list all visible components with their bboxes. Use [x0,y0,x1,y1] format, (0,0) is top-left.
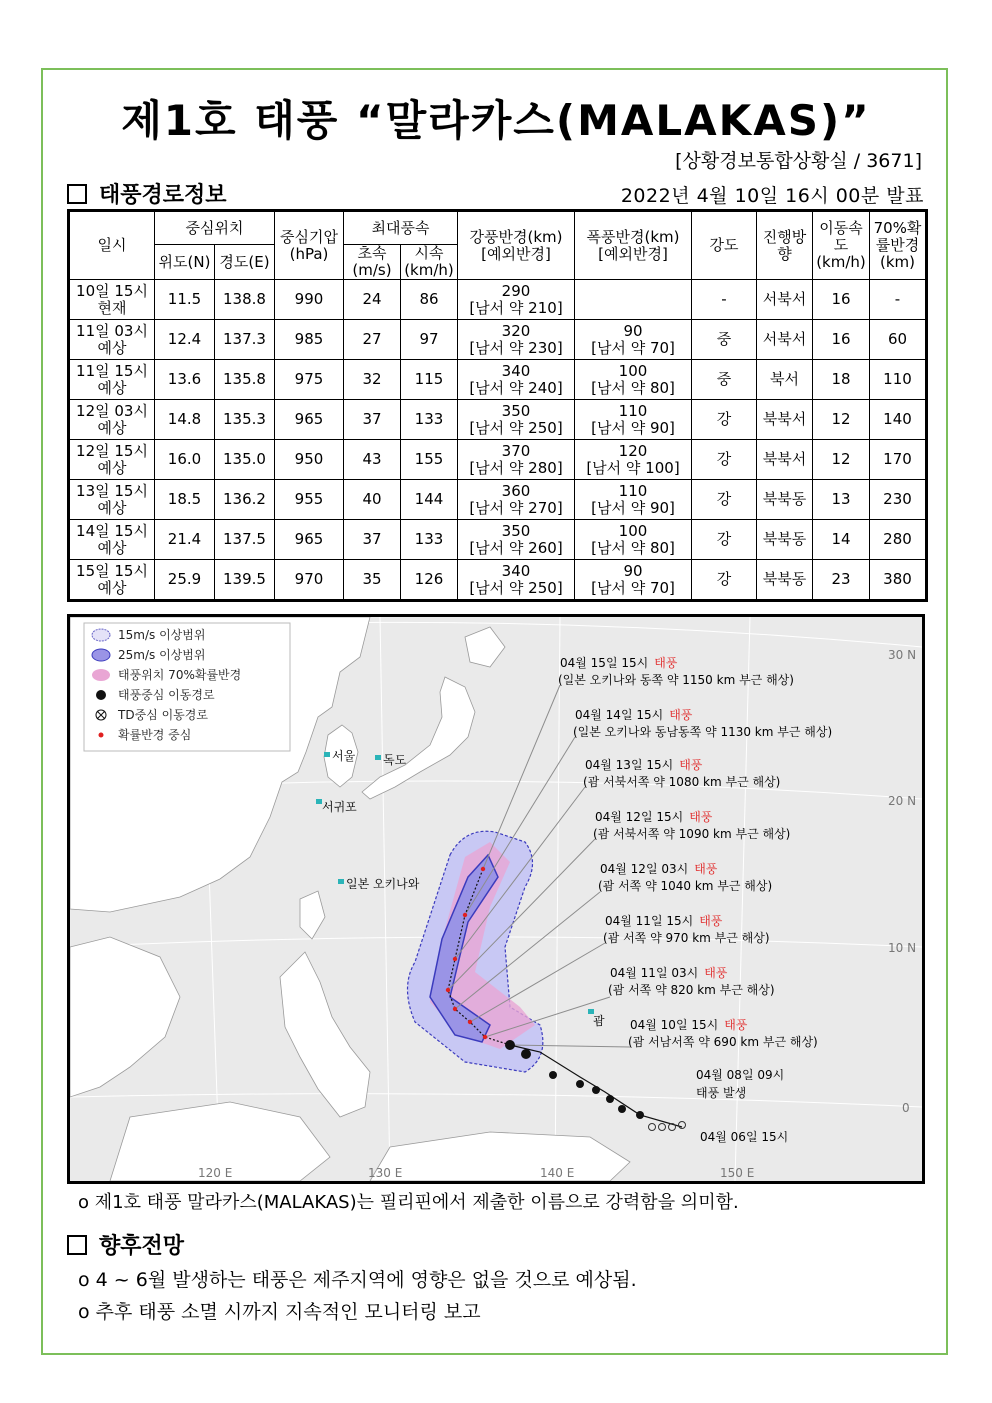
table-cell-spd: 14 [813,520,870,560]
cell-line: 350 [501,521,531,540]
place-jeju: 서귀포 [322,800,357,814]
callout-desc: (일본 오키나와 동쪽 약 1150 km 부근 해상) [558,673,794,687]
cell-line: 예상 [97,378,127,397]
cell-line: 10일 15시 [76,281,148,300]
track-table-body [69,280,927,601]
table-cell-lon: 135.0 [215,440,275,480]
table-cell-p: 985 [275,320,344,360]
typhoon-symbol-icon [576,1080,584,1088]
table-cell-str: 중 [692,320,757,360]
table-cell-kmh: 133 [401,520,458,560]
table-cell-lon: 137.5 [215,520,275,560]
table-cell-s1 [575,280,692,320]
genesis-desc: 태풍 발생 [696,1086,747,1100]
table-cell-prob: - [870,280,927,320]
table-cell-spd: 13 [813,480,870,520]
table-cell-p: 975 [275,360,344,400]
table-cell-t1 [69,360,155,400]
table-cell-g1 [458,560,575,601]
callout-date-text: 04월 11일 15시 [605,914,694,928]
table-cell-s1 [575,440,692,480]
callout-desc: (일본 오키나와 동남동쪽 약 1130 km 부근 해상) [573,725,833,739]
cell-line: 340 [501,361,531,380]
table-cell-ms: 24 [344,280,401,320]
table-cell-lon: 137.3 [215,320,275,360]
callout-desc: (괌 서쪽 약 820 km 부근 해상) [608,983,775,997]
table-cell-s1 [575,360,692,400]
table-cell-s1 [575,560,692,601]
header-prob-radius: 70%확률반경(km) [870,211,927,280]
table-cell-p: 965 [275,400,344,440]
legend-25ms-icon [92,649,110,661]
table-cell-ms: 37 [344,400,401,440]
callout-date-text: 04월 14일 15시 [575,708,664,722]
callout-date [605,913,723,928]
cell-line: 예상 [97,458,127,477]
table-cell-g1 [458,440,575,480]
table-cell-t1 [69,440,155,480]
cell-line: 예상 [97,418,127,437]
typhoon-symbol-icon [606,1095,614,1103]
table-cell-kmh: 155 [401,440,458,480]
callout-date [610,965,728,980]
cell-line: [남서 약 70] [591,578,675,597]
cell-line: 320 [501,321,531,340]
header-speed: 이동속도(km/h) [813,211,870,280]
callout-typhoon-word: 태풍 [724,1018,748,1032]
name-note: o 제1호 태풍 말라카스(MALAKAS)는 필리핀에서 제출한 이름으로 강력함을 의미함. [78,1192,739,1213]
cell-line: 90 [623,321,643,340]
table-cell-prob: 140 [870,400,927,440]
cell-line: 370 [501,441,531,460]
callout-typhoon-word: 태풍 [689,810,713,824]
lon-150e: 150 E [720,1166,755,1180]
cell-line: 350 [501,401,531,420]
section-outlook-title: 향후전망 [99,1234,185,1259]
table-cell-lat: 18.5 [155,480,215,520]
callout-desc: (괌 서북서쪽 약 1090 km 부근 해상) [593,827,791,841]
table-row [69,400,927,440]
table-cell-p: 950 [275,440,344,480]
typhoon-symbol-icon [549,1071,557,1079]
table-cell-dir: 서북서 [757,320,813,360]
cell-line: 현재 [97,298,127,317]
table-cell-prob: 280 [870,520,927,560]
table-cell-lat: 13.6 [155,360,215,400]
table-cell-lat: 12.4 [155,320,215,360]
lat-30n: 30 N [888,648,917,662]
header-lat: 위도(N) [155,245,215,280]
cell-line: [남서 약 280] [469,458,563,477]
cell-line: [남서 약 70] [591,338,675,357]
table-row [69,480,927,520]
cell-line: 예상 [97,338,127,357]
callout-desc: (괌 서남서쪽 약 690 km 부근 해상) [628,1035,818,1049]
td-start-date: 04월 06일 15시 [700,1130,789,1144]
table-cell-s1 [575,520,692,560]
table-cell-spd: 16 [813,320,870,360]
table-cell-dir: 북북서 [757,400,813,440]
callout-desc: (괌 서북서쪽 약 1080 km 부근 해상) [583,775,781,789]
legend-prob-center-icon [99,733,104,738]
cell-line: 110 [618,401,648,420]
callout-date-text: 04월 15일 15시 [560,656,649,670]
callout-typhoon-word: 태풍 [669,708,693,722]
table-cell-str: - [692,280,757,320]
table-cell-dir: 북북동 [757,560,813,601]
table-cell-lat: 25.9 [155,560,215,601]
table-cell-t1 [69,320,155,360]
header-maxwind: 최대풍속 [344,211,458,245]
table-cell-t1 [69,280,155,320]
cell-line: 15일 15시 [76,561,148,580]
table-cell-kmh: 144 [401,480,458,520]
table-row [69,440,927,480]
table-cell-g1 [458,360,575,400]
cell-line: 12일 15시 [76,441,148,460]
table-cell-lat: 16.0 [155,440,215,480]
callout-date [630,1017,748,1032]
callout-typhoon-word: 태풍 [694,862,718,876]
table-cell-lat: 14.8 [155,400,215,440]
cell-line: [남서 약 240] [469,378,563,397]
callout-typhoon-word: 태풍 [704,966,728,980]
table-cell-s1 [575,400,692,440]
callout-date [575,707,693,722]
cell-line: [남서 약 90] [591,498,675,517]
legend-track: 태풍중심 이동경로 [118,688,215,702]
section-track-info [67,178,227,209]
cell-line: [남서 약 270] [469,498,563,517]
callout-date-text: 04월 10일 15시 [630,1018,719,1032]
cell-line: 13일 15시 [76,481,148,500]
table-cell-kmh: 86 [401,280,458,320]
cell-line: 12일 03시 [76,401,148,420]
table-cell-lon: 139.5 [215,560,275,601]
lat-20n: 20 N [888,794,917,808]
callout-date-text: 04월 13일 15시 [585,758,674,772]
typhoon-symbol-icon [505,1040,515,1050]
legend-25ms: 25m/s 이상범위 [118,648,206,662]
table-cell-dir: 북북동 [757,520,813,560]
table-cell-prob: 110 [870,360,927,400]
legend-td-track: TD중심 이동경로 [118,708,208,722]
table-row [69,360,927,400]
table-row [69,520,927,560]
table-cell-spd: 16 [813,280,870,320]
cell-line: 예상 [97,578,127,597]
genesis-date: 04월 08일 09시 [696,1068,785,1082]
typhoon-symbol-icon [618,1105,626,1113]
table-cell-dir: 북북서 [757,440,813,480]
table-cell-s1 [575,480,692,520]
legend-prob70-icon [92,669,110,681]
legend-typhoon-symbol-icon [96,690,106,700]
table-cell-spd: 23 [813,560,870,601]
table-cell-g1 [458,400,575,440]
table-cell-ms: 32 [344,360,401,400]
outlook-bullet-2: o 추후 태풍 소멸 시까지 지속적인 모니터링 보고 [78,1301,481,1323]
cell-line: 14일 15시 [76,521,148,540]
table-cell-lon: 135.3 [215,400,275,440]
cell-line: [남서 약 100] [586,458,680,477]
cell-line: [남서 약 80] [591,538,675,557]
table-cell-p: 990 [275,280,344,320]
table-cell-str: 강 [692,520,757,560]
table-cell-spd: 18 [813,360,870,400]
table-cell-s1 [575,320,692,360]
header-storm-radius: 폭풍반경(km) [예외반경] [575,211,692,280]
table-cell-str: 중 [692,360,757,400]
section-track-title: 태풍경로정보 [99,183,227,208]
header-lon: 경도(E) [215,245,275,280]
table-cell-ms: 27 [344,320,401,360]
table-cell-prob: 170 [870,440,927,480]
table-cell-prob: 230 [870,480,927,520]
typhoon-symbol-icon [636,1111,644,1119]
legend-prob-center: 확률반경 중심 [118,728,192,742]
callout-typhoon-word: 태풍 [654,656,678,670]
table-cell-kmh: 126 [401,560,458,601]
cell-line: 100 [618,521,648,540]
cell-line: [남서 약 260] [469,538,563,557]
cell-line: [남서 약 210] [469,298,563,317]
lon-140e: 140 E [540,1166,575,1180]
checkbox-icon [67,184,87,204]
outlook-bullet-1: o 4 ~ 6월 발생하는 태풍은 제주지역에 영향은 없을 것으로 예상됨. [78,1269,637,1291]
lon-130e: 130 E [368,1166,403,1180]
table-cell-str: 강 [692,480,757,520]
callout-desc: (괌 서쪽 약 970 km 부근 해상) [603,931,770,945]
table-cell-lon: 138.8 [215,280,275,320]
lat-0: 0 [902,1101,910,1115]
table-cell-p: 965 [275,520,344,560]
cell-line: 120 [618,441,648,460]
legend-15ms-icon [92,629,110,641]
cell-line: 예상 [97,538,127,557]
table-row [69,560,927,601]
table-cell-ms: 43 [344,440,401,480]
typhoon-symbol-icon [592,1086,600,1094]
header-datetime: 일시 [69,211,155,280]
table-row [69,320,927,360]
page-title: 제1호 태풍 “말라카스(MALAKAS)” [121,96,871,145]
cell-line: 290 [501,281,531,300]
callout-date [595,809,713,824]
cell-line: 11일 15시 [76,361,148,380]
cell-line: [남서 약 250] [469,418,563,437]
cell-line: [남서 약 230] [469,338,563,357]
map-svg [70,617,922,1181]
callout-desc: (괌 서쪽 약 1040 km 부근 해상) [598,879,773,893]
table-cell-t1 [69,520,155,560]
table-cell-g1 [458,280,575,320]
cell-line: [남서 약 250] [469,578,563,597]
cell-line: 90 [623,561,643,580]
table-cell-lon: 135.8 [215,360,275,400]
callout-typhoon-word: 태풍 [699,914,723,928]
callout-date-text: 04월 11일 03시 [610,966,699,980]
section-outlook [67,1229,184,1260]
table-cell-g1 [458,480,575,520]
lon-120e: 120 E [198,1166,233,1180]
typhoon-track-map [67,614,925,1184]
table-cell-str: 강 [692,400,757,440]
table-cell-g1 [458,320,575,360]
table-cell-spd: 12 [813,440,870,480]
cell-line: 100 [618,361,648,380]
table-cell-ms: 37 [344,520,401,560]
table-cell-lon: 136.2 [215,480,275,520]
cell-line: 예상 [97,498,127,517]
table-cell-p: 970 [275,560,344,601]
table-cell-spd: 12 [813,400,870,440]
table-cell-ms: 35 [344,560,401,601]
table-cell-t1 [69,560,155,601]
legend-prob70: 태풍위치 70%확률반경 [118,668,242,682]
cell-line: [남서 약 80] [591,378,675,397]
place-dokdo: 독도 [383,753,407,767]
header-direction: 진행방향 [757,211,813,280]
header-ms: 초속(m/s) [344,245,401,280]
table-cell-kmh: 97 [401,320,458,360]
header-intensity: 강도 [692,211,757,280]
track-table [67,209,928,602]
typhoon-symbol-icon [521,1049,531,1059]
table-cell-lat: 11.5 [155,280,215,320]
place-guam: 괌 [593,1014,605,1028]
table-cell-p: 955 [275,480,344,520]
table-row [69,280,927,320]
callout-date [560,655,678,670]
table-cell-dir: 서북서 [757,280,813,320]
header-pressure: 중심기압(hPa) [275,211,344,280]
table-cell-t1 [69,400,155,440]
map-legend [84,623,290,751]
place-seoul: 서울 [332,749,356,763]
table-cell-kmh: 115 [401,360,458,400]
header-center: 중심위치 [155,211,275,245]
table-cell-str: 강 [692,440,757,480]
legend-15ms: 15m/s 이상범위 [118,628,206,642]
header-gale-radius: 강풍반경(km) [예외반경] [458,211,575,280]
table-cell-lat: 21.4 [155,520,215,560]
table-cell-dir: 북북동 [757,480,813,520]
office-contact: [상황경보통합상황실 / 3671] [675,150,922,172]
table-cell-g1 [458,520,575,560]
table-cell-prob: 380 [870,560,927,601]
lat-10n: 10 N [888,941,917,955]
table-cell-t1 [69,480,155,520]
callout-date [600,861,718,876]
cell-line: 11일 03시 [76,321,148,340]
table-cell-dir: 북서 [757,360,813,400]
table-cell-ms: 40 [344,480,401,520]
table-cell-kmh: 133 [401,400,458,440]
cell-line: [남서 약 90] [591,418,675,437]
header-kmh: 시속(km/h) [401,245,458,280]
announce-time: 2022년 4월 10일 16시 00분 발표 [620,185,924,207]
checkbox-icon [67,1235,87,1255]
callout-date-text: 04월 12일 03시 [600,862,689,876]
callout-typhoon-word: 태풍 [679,758,703,772]
cell-line: 110 [618,481,648,500]
callout-date-text: 04월 12일 15시 [595,810,684,824]
callout-date [585,757,703,772]
table-cell-prob: 60 [870,320,927,360]
cell-line: 340 [501,561,531,580]
cell-line: 360 [501,481,531,500]
place-okinawa: 일본 오키나와 [346,877,420,891]
table-cell-str: 강 [692,560,757,601]
